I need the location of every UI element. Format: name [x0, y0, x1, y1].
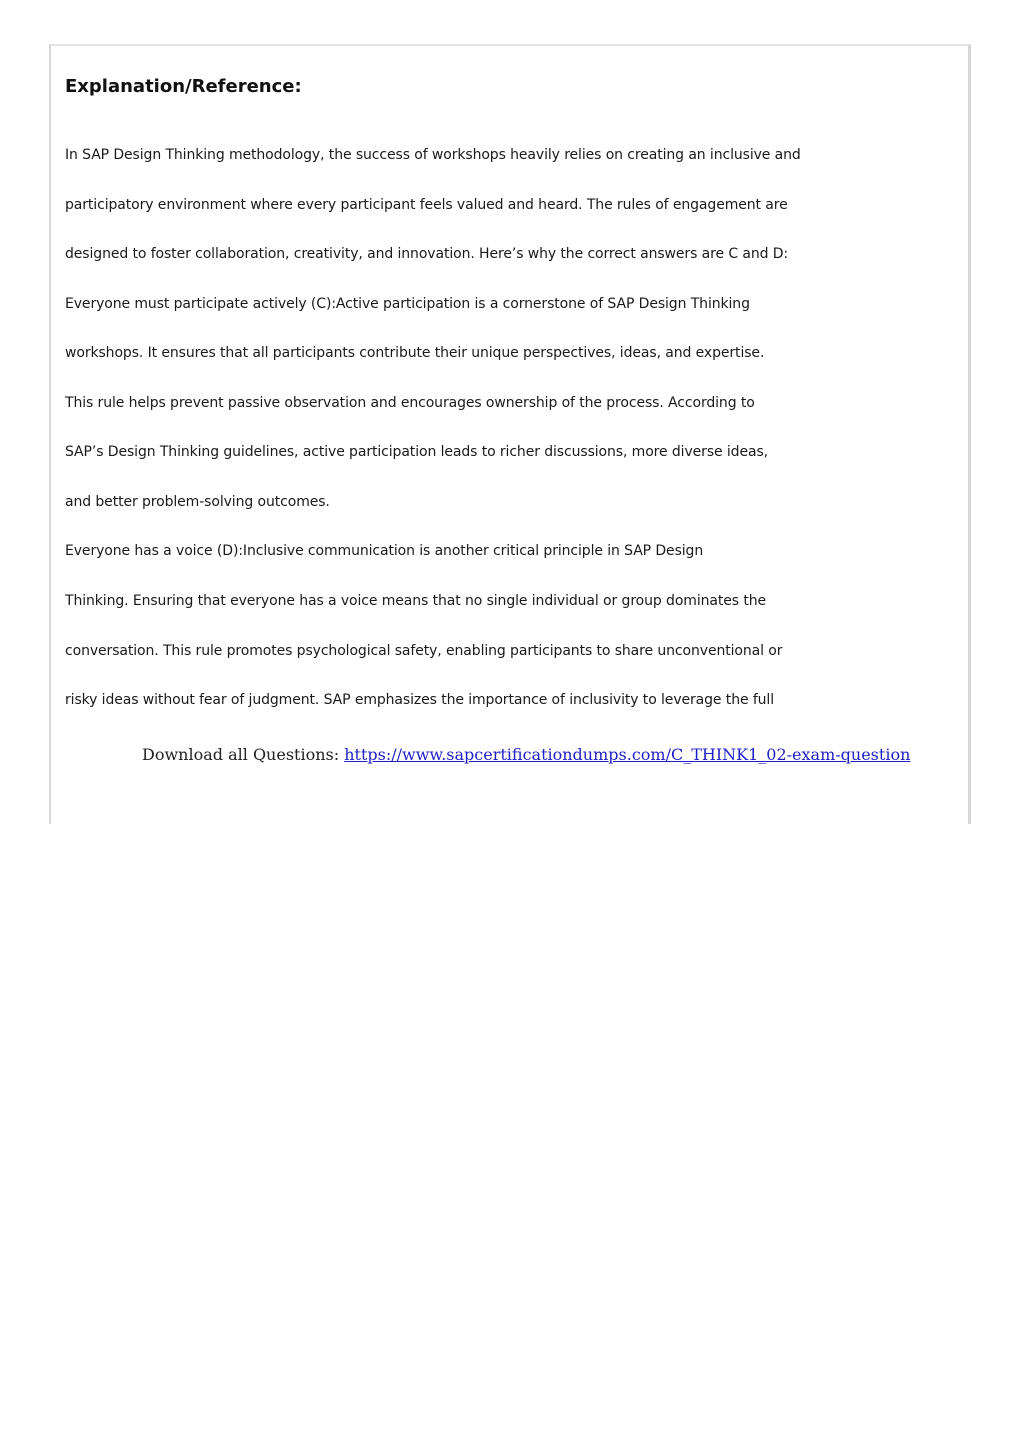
paragraph-line: and better problem-solving outcomes. [65, 494, 330, 510]
paragraph-line: workshops. It ensures that all participants contribute their unique perspectives, ideas, and expertise. [65, 345, 765, 361]
paragraph-line: conversation. This rule promotes psychological safety, enabling participants to share unconventional or [65, 643, 783, 659]
paragraph-line: In SAP Design Thinking methodology, the success of workshops heavily relies on creating an inclusive and [65, 147, 801, 163]
download-label: Download all Questions: [142, 745, 345, 764]
paragraph-line: designed to foster collaboration, creativity, and innovation. Here’s why the correct answers are C and D: [65, 246, 789, 262]
paragraph-line: This rule helps prevent passive observation and encourages ownership of the process. According to [65, 395, 755, 411]
download-footer [142, 745, 910, 764]
download-link[interactable]: https://www.sapcertificationdumps.com/C_THINK1_02-exam-question [344, 745, 911, 764]
paragraph-line: risky ideas without fear of judgment. SAP emphasizes the importance of inclusivity to leverage the full [65, 692, 775, 708]
paragraph-line: participatory environment where every participant feels valued and heard. The rules of engagement are [65, 197, 788, 213]
paragraph-line: Everyone must participate actively (C):Active participation is a cornerstone of SAP Design Thinking [65, 296, 750, 312]
paragraph-line: Everyone has a voice (D):Inclusive communication is another critical principle in SAP Design [65, 543, 704, 559]
paragraph-line: Thinking. Ensuring that everyone has a voice means that no single individual or group dominates the [65, 593, 766, 609]
section-heading: Explanation/Reference: [65, 76, 302, 97]
paragraph-line: SAP’s Design Thinking guidelines, active participation leads to richer discussions, more diverse ideas, [65, 444, 768, 460]
